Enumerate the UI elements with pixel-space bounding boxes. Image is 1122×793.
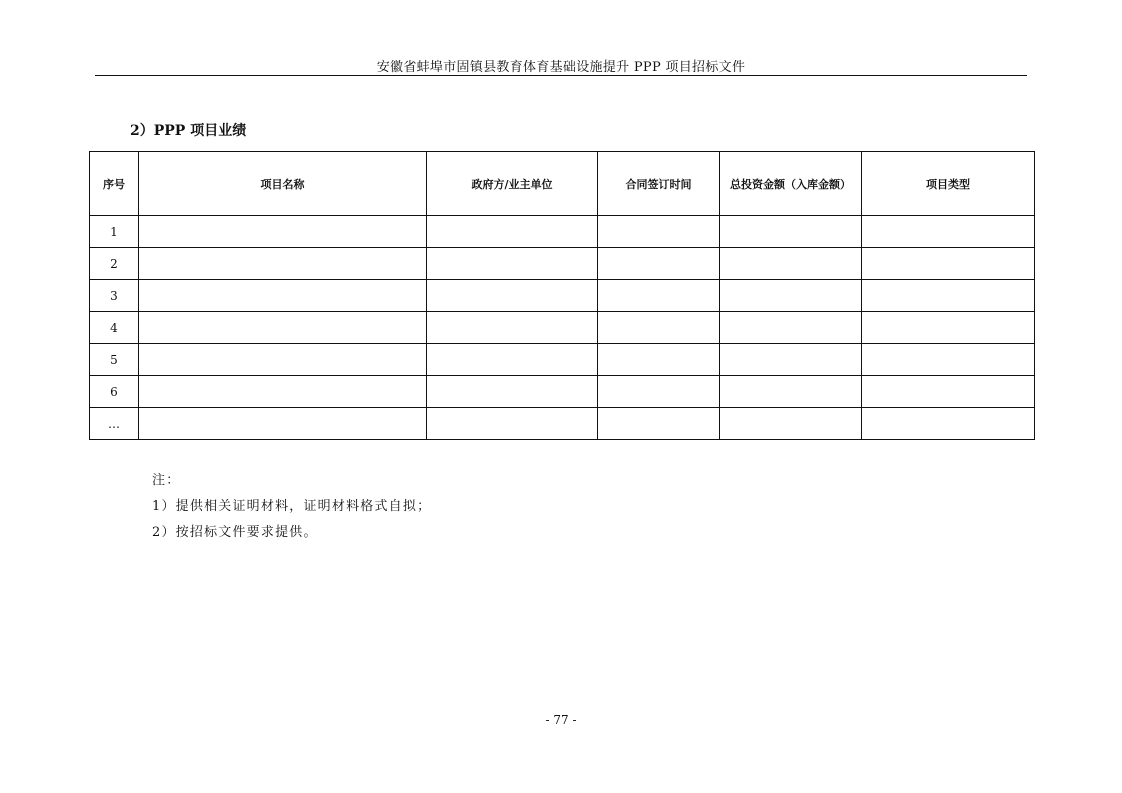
table-cell — [862, 344, 1035, 376]
table-cell — [139, 312, 427, 344]
note-item: 1）提供相关证明材料，证明材料格式自拟； — [152, 499, 432, 514]
table-cell: 4 — [90, 312, 139, 344]
table-cell — [427, 312, 598, 344]
table-cell — [427, 408, 598, 440]
column-header-index: 序号 — [90, 152, 139, 216]
table-row — [90, 280, 1035, 312]
table-cell — [720, 248, 862, 280]
table-row — [90, 248, 1035, 280]
column-header-owner: 政府方/业主单位 — [427, 152, 598, 216]
table-cell — [139, 344, 427, 376]
table-cell — [139, 408, 427, 440]
table-cell — [720, 408, 862, 440]
table-cell — [720, 216, 862, 248]
header-divider — [95, 75, 1027, 76]
notes-block — [152, 468, 431, 546]
table-cell — [598, 216, 720, 248]
table-cell — [427, 280, 598, 312]
table-cell: 6 — [90, 376, 139, 408]
page-number: - 77 - — [545, 713, 577, 727]
ppp-performance-table — [89, 151, 1035, 440]
table-cell: 2 — [90, 248, 139, 280]
table-cell — [862, 376, 1035, 408]
document-header-title: 安徽省蚌埠市固镇县教育体育基础设施提升 PPP 项目招标文件 — [376, 60, 746, 75]
notes-title: 注： — [152, 473, 181, 488]
table-cell — [598, 248, 720, 280]
table-cell — [427, 344, 598, 376]
table-cell — [862, 248, 1035, 280]
table-cell — [427, 376, 598, 408]
column-header-total-investment: 总投资金额（入库金额） — [720, 152, 862, 216]
table-cell — [427, 248, 598, 280]
table-row — [90, 312, 1035, 344]
table-cell — [598, 376, 720, 408]
section-heading: 2）PPP 项目业绩 — [130, 123, 247, 139]
table-cell: 5 — [90, 344, 139, 376]
table-header-row — [90, 152, 1035, 216]
table-cell — [862, 280, 1035, 312]
table-row — [90, 216, 1035, 248]
table-row — [90, 344, 1035, 376]
table-cell — [427, 216, 598, 248]
table-cell — [720, 376, 862, 408]
table-cell — [862, 408, 1035, 440]
table-cell — [139, 376, 427, 408]
table-cell — [862, 216, 1035, 248]
note-item: 2）按招标文件要求提供。 — [152, 525, 318, 540]
table-cell — [598, 344, 720, 376]
table-cell — [598, 280, 720, 312]
table-cell — [720, 344, 862, 376]
column-header-contract-date: 合同签订时间 — [598, 152, 720, 216]
table-cell: 3 — [90, 280, 139, 312]
table-cell — [598, 408, 720, 440]
table-row — [90, 376, 1035, 408]
table-cell: 1 — [90, 216, 139, 248]
table-cell — [598, 312, 720, 344]
table-cell: … — [90, 408, 139, 440]
table-cell — [862, 312, 1035, 344]
column-header-project-type: 项目类型 — [862, 152, 1035, 216]
table-cell — [139, 248, 427, 280]
table-cell — [720, 312, 862, 344]
table-cell — [720, 280, 862, 312]
table-cell — [139, 216, 427, 248]
table-cell — [139, 280, 427, 312]
column-header-project-name: 项目名称 — [139, 152, 427, 216]
table-row — [90, 408, 1035, 440]
